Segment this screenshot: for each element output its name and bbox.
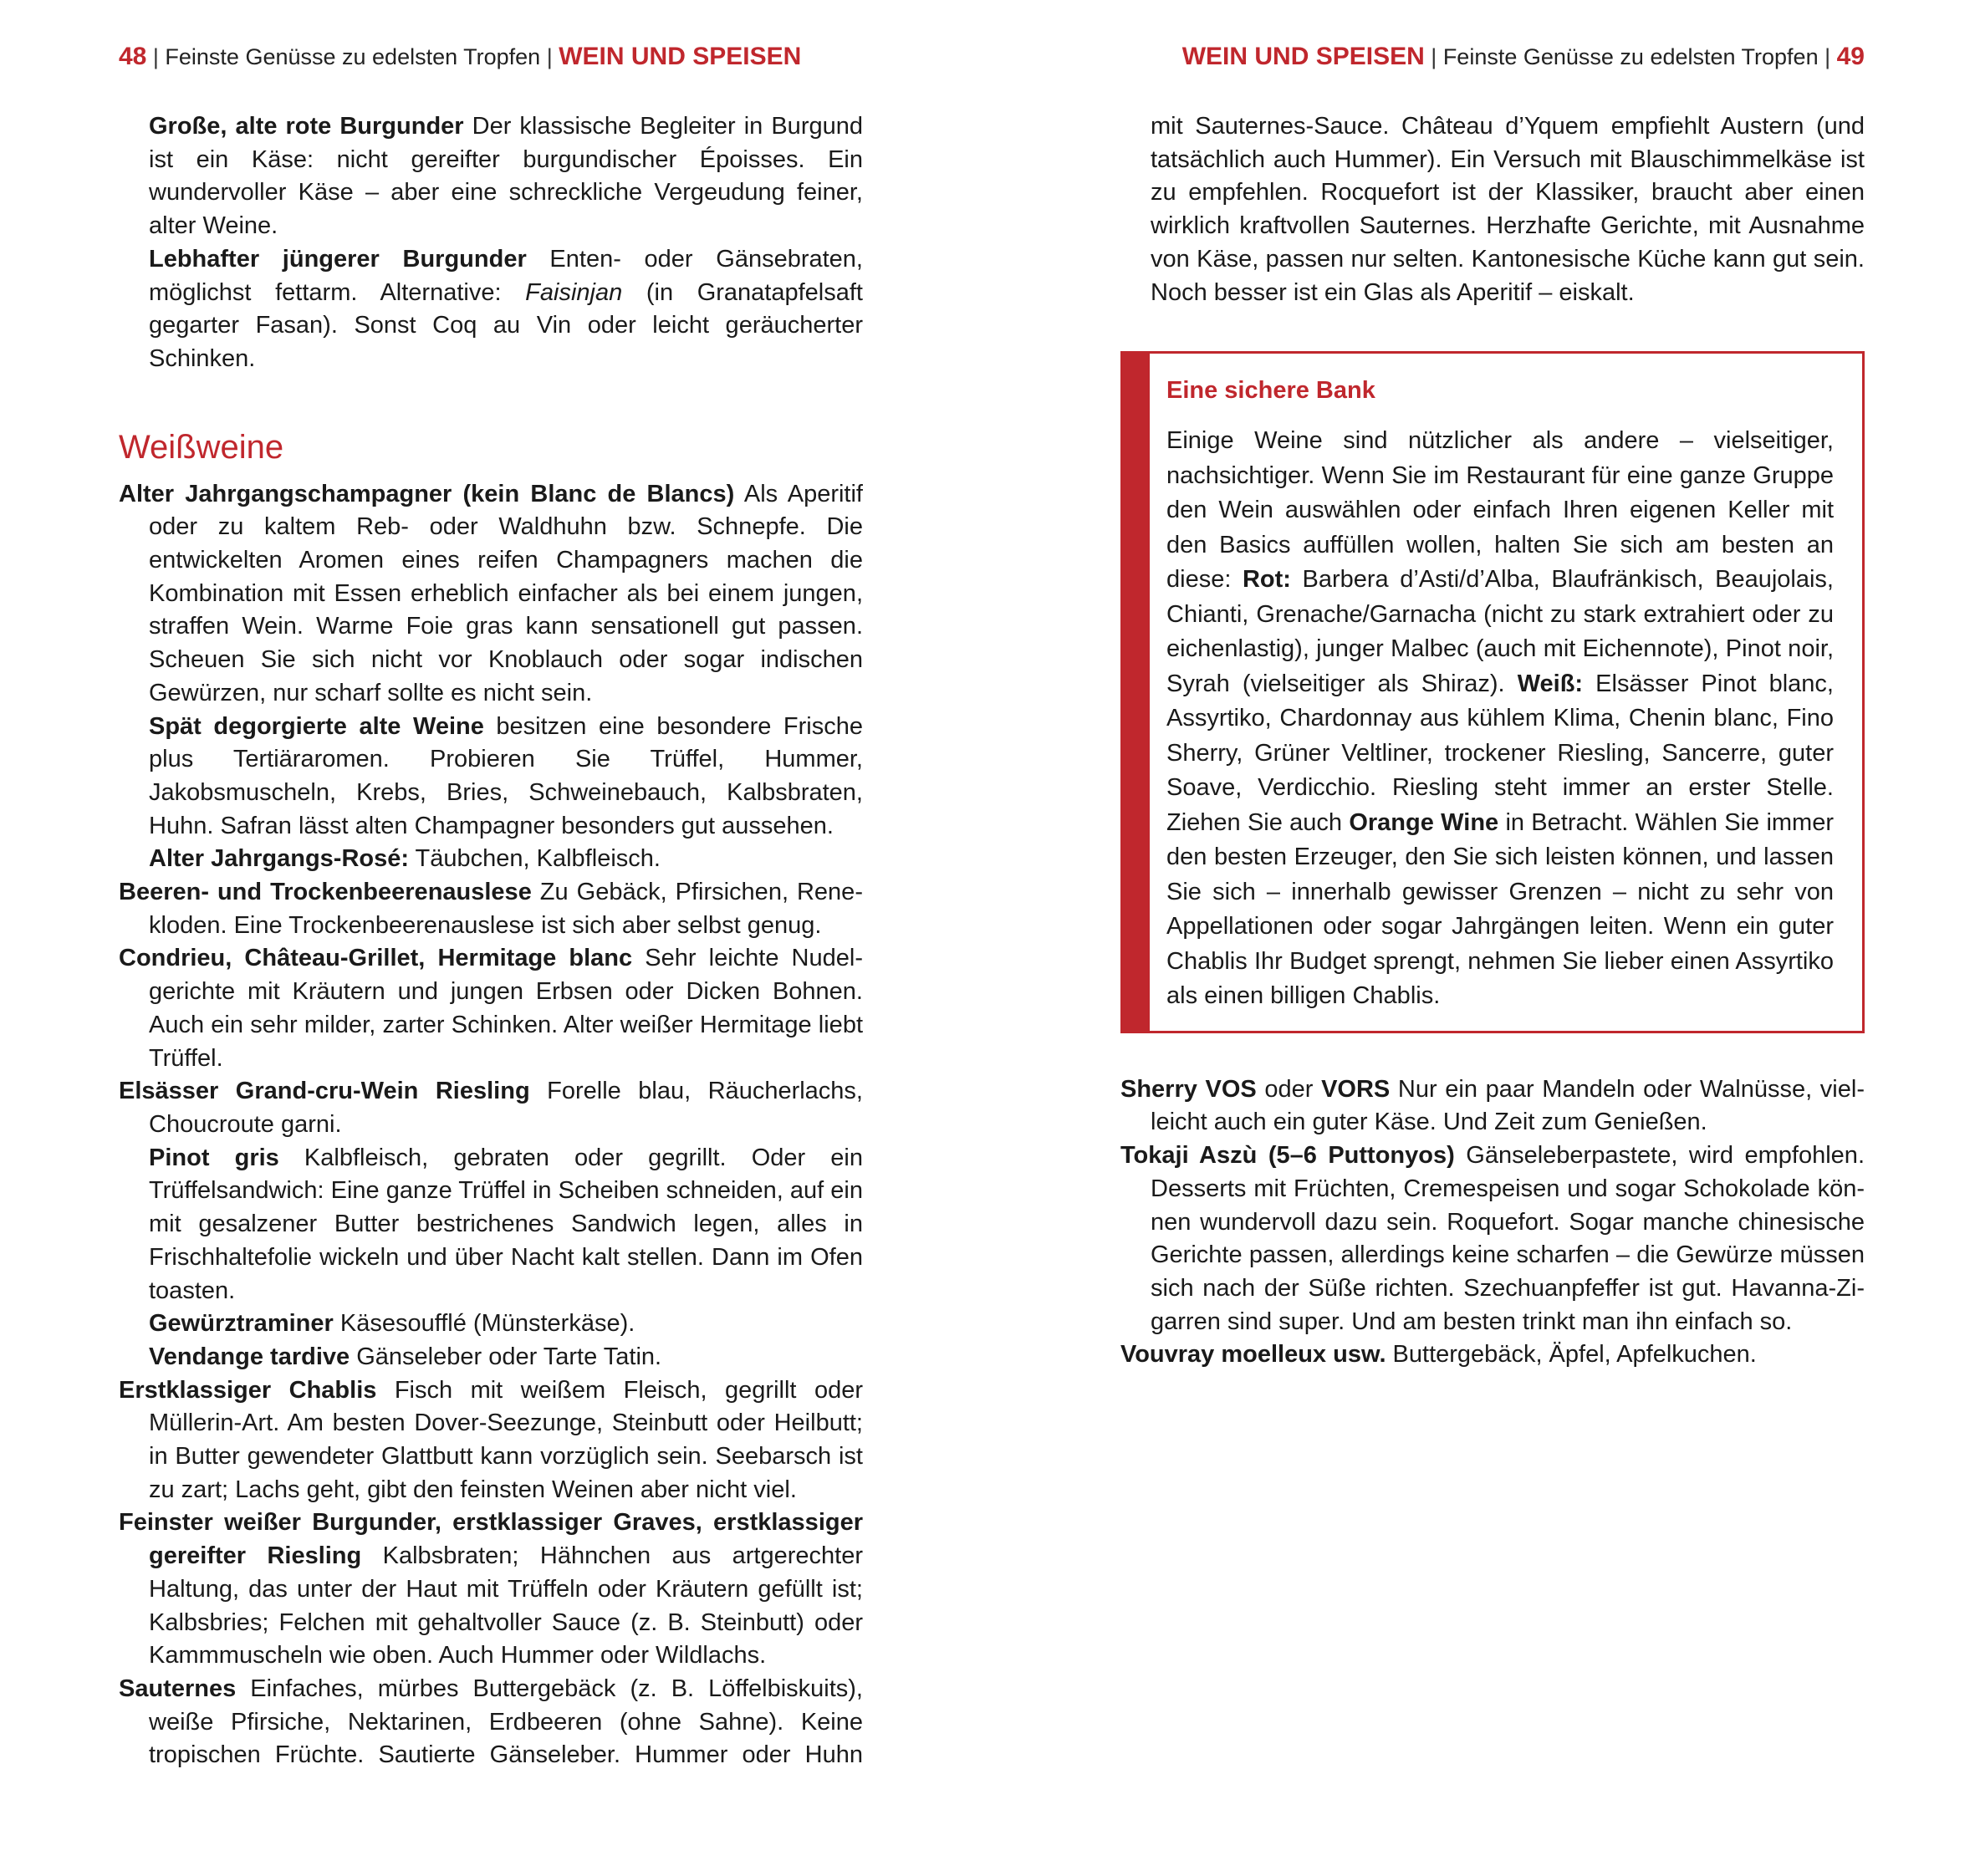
wine-name: VORS [1321,1075,1391,1103]
wine-name: Erstklassiger Chablis [119,1376,377,1404]
right-page [1120,0,1865,1876]
wine-entry [119,942,863,1075]
header-separator: | [1824,44,1837,69]
wine-entry [1120,1139,1865,1338]
book-title: Feinste Genüsse zu edelsten Tropfen [165,44,541,69]
wine-name: Alter Jahrgangschampagner (kein Blanc de Blancs) [119,480,735,507]
wine-name: Pinot gris [149,1144,279,1171]
box-text-part: in Betracht. Wählen Sie immer den besten Erzeuger, den Sie sich leisten können, und lassen Sie sich – innerhalb gewisser Grenzen – nicht zu sehr von Appellationen oder sogar Jahrgängen leiten. Wenn ein guter Chablis Ihr Budget sprengt, nehmen Sie lieber einen Assyrtiko als einen billigen Chablis. [1166,808,1834,1010]
pairing-text: Enten- oder Gänsebraten, möglichst fettarm. Alternative: [149,245,863,306]
running-head-left [119,40,863,74]
pairing-text: oder [1256,1075,1322,1103]
wine-name: Beeren- und Trockenbeerenauslese [119,879,532,906]
box-highlight: Orange Wine [1349,808,1499,836]
continued-text: mit Sauternes-Sauce. Château d’Yquem empfiehlt Austern (und tatsächlich auch Hummer). Ein Versuch mit Blauschimmelkäse ist zu empfehlen. Rocquefort ist der Klassiker, braucht aber einen wirklich kraftvollen Sauternes. Herzhafte Gerichte, mit Ausnahme von Käse, passen nur selten. Kantonesische Küche kann gut sein. Noch besser ist ein Glas als Aperitif – eiskalt. [1151,113,1865,306]
book-title: Feinste Genüsse zu edelsten Tropfen [1442,44,1819,69]
wine-name: Tokaji Aszù (5–6 Puttonyos) [1120,1142,1455,1170]
header-separator: | [152,44,166,69]
wine-entry [1120,1073,1865,1139]
pairing-text: Der klassische Begleiter in Burgund ist ein Käse: nicht gereifter burgundischer Époisses. Ein wundervoller Käse – aber eine schreckliche Vergeudung feiner, alter Weine. [149,113,863,240]
pairing-text: Sehr leichte Nudelgerichte mit Kräutern und jungen Erbsen oder Dicken Bohnen. Auch ein sehr milder, zarter Schinken. Alter weißer Hermitage liebt Trüffel. [149,945,864,1072]
left-page [119,0,863,1876]
pairing-text: Als Aperitif oder zu kaltem Reb- oder Waldhuhn bzw. Schnepfe. Die entwickelten Aromen eines reifen Champagners machen die Kombination mit Essen erheblich einfacher als bei einem jungen, straffen Wein. Warme Foie gras kann sensationell gut passen. Scheuen Sie sich nicht vor Knoblauch oder sogar indischen Gewürzen, nur scharf sollte es nicht sein. [149,480,863,706]
wine-entry [119,876,863,942]
wine-name: Alter Jahrgangs-Rosé: [149,845,410,873]
wine-name: Vouvray moelleux usw. [1120,1341,1386,1369]
wine-entry [119,1075,863,1141]
section-title: WEIN UND SPEISEN [1181,43,1425,70]
pairing-text: Nur ein paar Mandeln oder Walnüsse, vielleicht auch ein guter Käse. Und Zeit zum Genießen. [1151,1075,1865,1136]
wine-subentry [119,711,863,844]
wine-subentry [119,843,863,876]
pairing-text: besitzen eine besondere Frische plus Tertiäraromen. Probieren Sie Trüffel, Hummer, Jakobsmuscheln, Krebs, Bries, Schweinebauch, Kalbsbraten, Huhn. Safran lässt alten Champagner besonders gut aussehen. [149,712,864,839]
wine-name: Gewürztraminer [149,1310,334,1338]
wine-entry [119,1673,863,1772]
box-text-part: Einige Weine sind nützlicher als andere – vielseitiger, nachsichtiger. Wenn Sie im Restaurant für eine ganze Gruppe den Wein auswählen oder einfach Ihren eigenen Keller mit den Basics auffüllen wollen, halten Sie sich am besten an diese: [1166,427,1834,594]
box-category-red: Rot: [1242,566,1291,594]
page-number: 49 [1836,43,1865,70]
box-category-white: Weiß: [1517,670,1584,697]
wine-name: Lebhafter jüngerer Burgunder [149,245,527,273]
wine-entry [119,1374,863,1507]
pairing-text: Zu Gebäck, Pfirsichen, Renekloden. Eine Trockenbeerenauslese ist sich aber selbst genug. [149,879,863,939]
wine-name: Große, alte rote Burgunder [149,113,464,140]
wine-subentry [119,1308,863,1341]
left-body [119,110,863,1772]
wine-entry [119,1506,863,1673]
wine-subentry [119,1142,863,1308]
wine-entry [119,110,863,243]
wine-entry [1120,1338,1865,1372]
wine-name: Elsässer Grand-cru-Wein Riesling [119,1078,530,1105]
section-title: WEIN UND SPEISEN [559,43,802,70]
page-number: 48 [119,43,147,70]
pairing-text: Einfaches, mürbes Buttergebäck (z. B. Löffelbiskuits), weiße Pfirsiche, Nektarinen, Erdbeeren (ohne Sahne). Keine tropischen Früchte. Sautierte Gänseleber. Hummer oder Huhn [149,1675,863,1769]
box-text-part: Barbera d’Asti/d’Alba, Blaufränkisch, Beaujolais, Chianti, Grenache/Garnacha (nicht zu stark extrahiert oder zu eichenlastig), junger Malbec (auch mit Eichennote), Pinot noir, Syrah (vielseitiger als Shiraz). [1166,566,1834,697]
header-separator: | [546,44,559,69]
wine-name: Feinster weißer Burgunder, erstklassiger Graves, erstklassiger gereifter Riesling [119,1509,863,1570]
wine-name: Spät degorgierte alte Weine [149,712,484,740]
wine-name: Condrieu, Château-Grillet, Hermitage blanc [119,945,633,972]
pairing-text: Forelle blau, Räucherlachs, Choucroute garni. [149,1078,863,1138]
info-box-accent-bar [1123,354,1150,1031]
wine-name: Sherry VOS [1120,1075,1257,1103]
info-box-text [1166,424,1834,1014]
pairing-text: Gänseleber oder Tarte Tatin. [350,1343,662,1370]
wine-entry [119,478,863,711]
box-text-part: Elsässer Pinot blanc, Assyrtiko, Chardonnay aus kühlem Klima, Chenin blanc, Fino Sherry, Grüner Veltliner, trockener Riesling, Sancerre, guter Soave, Verdicchio. Riesling steht immer an erster Stelle. Ziehen Sie auch [1166,670,1834,836]
pairing-text: (in Granatapfelsaft gegarter Fasan). Sonst Coq au Vin oder leicht geräucherter Schinken. [149,278,863,372]
dish-name: Faisinjan [525,278,623,306]
pairing-text: Buttergebäck, Äpfel, Apfelkuchen. [1386,1341,1757,1369]
pairing-text: Gänseleberpastete, wird empfohlen. Desserts mit Früchten, Cremespeisen und sogar Schokolade können wundervoll dazu sein. Roquefort. Sogar manche chinesische Gerichte passen, allerdings keine scharfen – die Gewürze müssen sich nach der Süße richten. Szechuanpfeffer ist gut. Havanna-Zigarren sind super. Und am besten trinkt man ihn einfach so. [1151,1142,1865,1335]
pairing-text: Kalbfleisch, gebraten oder gegrillt. Oder ein Trüffelsandwich: Eine ganze Trüffel in Scheiben schneiden, auf ein mit gesalzener Butter bestrichenes Sandwich legen, alles in Frischhaltefolie wickeln und über Nacht kalt stellen. Dann im Ofen toasten. [149,1144,863,1304]
pairing-text: Täubchen, Kalbfleisch. [409,845,661,873]
right-body [1120,110,1865,1372]
wine-entry [119,243,863,376]
section-heading: Weißweine [119,428,284,466]
wine-name: Vendange tardive [149,1343,350,1370]
info-box-title: Eine sichere Bank [1166,377,1375,405]
pairing-text: Käsesoufflé (Münsterkäse). [333,1310,635,1338]
pairing-text: Kalbsbraten; Hähnchen aus artgerechter Haltung, das unter der Haut mit Trüffeln oder Kräutern gefüllt ist; Kalbsbries; Felchen mit gehaltvoller Sauce (z. B. Steinbutt) oder Kammmuscheln wie oben. Auch Hummer oder Wildlachs. [149,1542,863,1670]
info-box [1120,351,1865,1033]
pairing-text: Fisch mit weißem Fleisch, gegrillt oder Müllerin-Art. Am besten Dover-Seezunge, Steinbutt oder Heilbutt; in Butter gewendeter Glattbutt kann vorzüglich sein. Seebarsch ist zu zart; Lachs geht, gibt den feinsten Weinen aber nicht viel. [149,1376,863,1503]
wine-subentry [119,1341,863,1374]
wine-name: Sauternes [119,1675,237,1702]
running-head-right [1120,40,1865,74]
header-separator: | [1431,44,1443,69]
